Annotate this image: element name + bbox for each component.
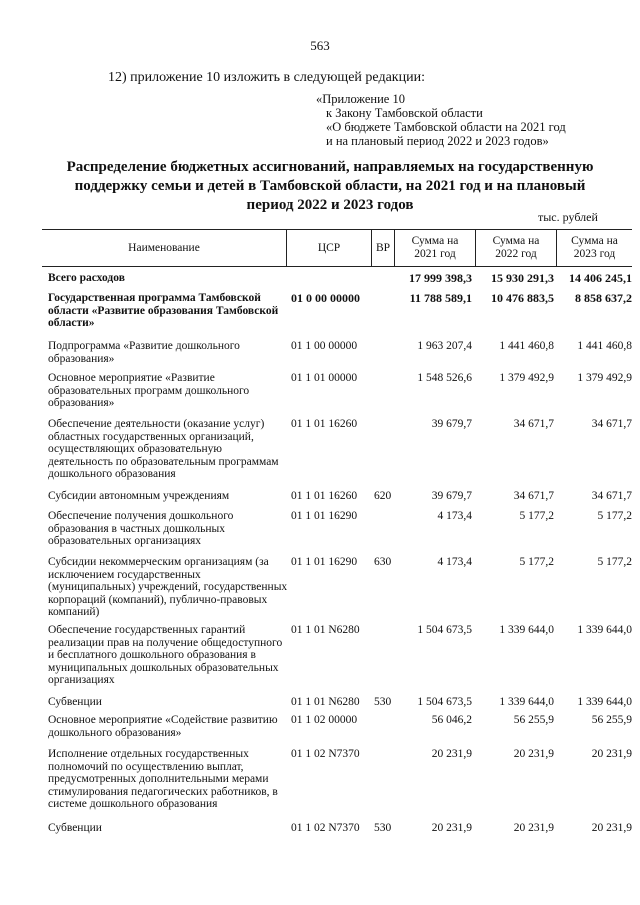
row-sum-2023: 1 339 644,0	[577, 624, 632, 636]
annex-reference	[316, 92, 566, 148]
row-csr: 01 1 00 00000	[291, 340, 358, 352]
row-sum-2023: 8 858 637,2	[575, 291, 632, 305]
row-sum-2021: 4 173,4	[437, 510, 472, 522]
annex-line: и на плановый период 2022 и 2023 годов»	[326, 134, 549, 148]
row-sum-2022: 1 441 460,8	[499, 340, 554, 352]
row-sum-2021: 1 504 673,5	[417, 624, 472, 636]
row-csr: 01 1 01 16290	[291, 556, 358, 568]
row-sum-2022: 34 671,7	[513, 418, 554, 430]
row-sum-2023: 5 177,2	[597, 556, 632, 568]
row-name: Основное мероприятие «Содействие развитию дошкольного образования»	[48, 714, 278, 739]
row-sum-2022: 34 671,7	[513, 490, 554, 502]
row-vr: 630	[374, 556, 392, 568]
row-sum-2023: 1 379 492,9	[577, 372, 632, 384]
row-sum-2022: 20 231,9	[513, 748, 554, 760]
column-header-vr: ВР	[375, 241, 391, 254]
row-sum-2023: 34 671,7	[591, 490, 632, 502]
row-name: Субвенции	[48, 822, 102, 834]
row-sum-2022: 15 930 291,3	[491, 271, 554, 285]
row-csr: 01 1 02 N7370	[291, 822, 360, 834]
row-sum-2023: 1 339 644,0	[577, 696, 632, 708]
annex-line: «Приложение 10	[316, 92, 405, 106]
row-sum-2021: 39 679,7	[431, 418, 472, 430]
row-name: Субсидии автономным учреждениям	[48, 490, 230, 502]
row-sum-2021: 4 173,4	[437, 556, 472, 568]
row-sum-2021: 56 046,2	[431, 714, 472, 726]
row-sum-2021: 1 548 526,6	[417, 372, 472, 384]
row-name: Обеспечение деятельности (оказание услуг) областных государственных организаций, осуществляющих образовательную деятельность по образовательным программам дошкольного образования	[48, 418, 279, 480]
row-sum-2021: 1 504 673,5	[417, 696, 472, 708]
page-number: 563	[310, 38, 330, 53]
row-sum-2023: 34 671,7	[591, 418, 632, 430]
row-name: Обеспечение получения дошкольного образования в частных дошкольных образовательных организациях	[48, 510, 234, 547]
row-vr: 530	[374, 822, 392, 834]
row-name: Подпрограмма «Развитие дошкольного образования»	[48, 340, 240, 365]
annex-line: «О бюджете Тамбовской области на 2021 год	[326, 120, 566, 134]
row-sum-2023: 56 255,9	[591, 714, 632, 726]
annex-line: к Закону Тамбовской области	[326, 106, 483, 120]
row-sum-2022: 1 339 644,0	[499, 696, 554, 708]
row-sum-2021: 1 963 207,4	[417, 340, 472, 352]
row-csr: 01 1 02 N7370	[291, 748, 360, 760]
column-header-name: Наименование	[128, 241, 200, 254]
row-vr: 620	[374, 490, 392, 502]
row-csr: 01 1 01 16260	[291, 418, 358, 430]
row-csr: 01 1 01 N6280	[291, 696, 360, 708]
row-name: Государственная программа Тамбовской области «Развитие образования Тамбовской области»	[48, 292, 279, 329]
row-name: Субвенции	[48, 696, 102, 708]
row-csr: 01 1 01 16260	[291, 490, 358, 502]
row-sum-2023: 5 177,2	[597, 510, 632, 522]
row-sum-2022: 1 379 492,9	[499, 372, 554, 384]
row-name: Всего расходов	[48, 272, 125, 284]
row-csr: 01 1 01 N6280	[291, 624, 360, 636]
row-sum-2022: 56 255,9	[513, 714, 554, 726]
row-csr: 01 1 01 16290	[291, 510, 358, 522]
column-header-sum-2022: Сумма на 2022 год	[492, 235, 540, 260]
row-sum-2022: 5 177,2	[519, 556, 554, 568]
column-header-sum-2021: Сумма на 2021 год	[411, 235, 459, 260]
row-vr: 530	[374, 696, 392, 708]
row-sum-2022: 5 177,2	[519, 510, 554, 522]
row-csr: 01 0 00 00000	[291, 291, 360, 305]
row-sum-2023: 14 406 245,1	[569, 271, 632, 285]
column-header-sum-2023: Сумма на 2023 год	[571, 235, 618, 260]
row-csr: 01 1 02 00000	[291, 714, 358, 726]
column-header-csr: ЦСР	[317, 241, 341, 254]
table-header	[42, 229, 632, 267]
amendment-intro: 12) приложение 10 изложить в следующей редакции:	[108, 70, 425, 85]
units-label: тыс. рублей	[538, 210, 598, 224]
row-sum-2023: 20 231,9	[591, 748, 632, 760]
row-sum-2021: 39 679,7	[431, 490, 472, 502]
row-name: Исполнение отдельных государственных полномочий по осуществлению выплат, предусмотренных дополнительными мерами стимулирования педагогических работников, в системе дошкольного образования	[48, 748, 278, 810]
row-sum-2022: 10 476 883,5	[491, 291, 554, 305]
document-title: Распределение бюджетных ассигнований, направляемых на государственную поддержку семьи и детей в Тамбовской области, на 2021 год и на плановый период 2022 и 2023 годов	[66, 159, 594, 213]
row-sum-2021: 17 999 398,3	[409, 271, 472, 285]
row-name: Основное мероприятие «Развитие образовательных программ дошкольного образования»	[48, 372, 250, 409]
row-sum-2021: 20 231,9	[431, 748, 472, 760]
row-name: Субсидии некоммерческим организациям (за исключением государственных (муниципальных) учреждений, государственных корпораций (компаний), публично-правовых компаний)	[48, 556, 288, 618]
row-sum-2022: 1 339 644,0	[499, 624, 554, 636]
row-name: Обеспечение государственных гарантий реализации прав на получение общедоступного и бесплатного дошкольного образования в муниципальных дошкольных образовательных организациях	[48, 624, 283, 686]
row-sum-2023: 20 231,9	[591, 822, 632, 834]
row-sum-2021: 20 231,9	[431, 822, 472, 834]
row-sum-2021: 11 788 589,1	[409, 291, 472, 305]
row-sum-2022: 20 231,9	[513, 822, 554, 834]
row-csr: 01 1 01 00000	[291, 372, 358, 384]
row-sum-2023: 1 441 460,8	[577, 340, 632, 352]
